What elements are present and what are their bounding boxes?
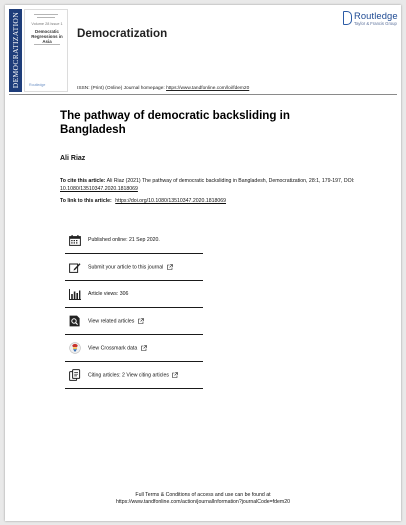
- article-doi-link[interactable]: https://doi.org/10.1080/13510347.2020.1818069: [115, 198, 227, 204]
- citation-block: [60, 177, 360, 193]
- citation-doi-link[interactable]: 10.1080/13510347.2020.1818069: [60, 186, 138, 192]
- logo-name: Routledge: [354, 10, 398, 21]
- citation-label: To cite this article:: [60, 178, 106, 184]
- journal-title: Democratization: [77, 27, 168, 40]
- footer-terms-link[interactable]: https://www.tandfonline.com/action/journalInformation?journalCode=fdem20: [115, 499, 291, 505]
- info-row-published: [65, 227, 203, 254]
- link-label: To link to this article:: [60, 198, 112, 204]
- pdf-page: [5, 5, 401, 521]
- logo-tagline: Taylor & Francis Group: [354, 21, 397, 26]
- external-link-icon: [138, 318, 144, 324]
- crossmark-icon: [67, 341, 83, 355]
- footer-line-1: Full Terms & Conditions of access and use can be found at: [135, 492, 271, 498]
- article-title: The pathway of democratic backsliding in Bangladesh: [60, 109, 290, 136]
- header-divider: [9, 94, 397, 95]
- info-row-text: View Crossmark data: [88, 345, 147, 351]
- routledge-logo: [343, 9, 399, 29]
- issn-label: ISSN: (Print) (Online) Journal homepage:: [77, 86, 165, 91]
- cover-publisher: Routledge: [29, 83, 46, 87]
- info-row-text: View related articles: [88, 318, 144, 324]
- info-row-citing-articles[interactable]: [65, 362, 203, 389]
- info-row-related-articles[interactable]: [65, 308, 203, 335]
- article-info-list: [65, 227, 203, 389]
- routledge-mark-icon: [343, 11, 352, 25]
- info-row-text: Article views: 306: [88, 291, 129, 297]
- journal-spine: [9, 9, 22, 92]
- search-doc-icon: [67, 314, 83, 328]
- external-link-icon: [141, 345, 147, 351]
- info-row-text: Published online: 21 Sep 2020.: [88, 237, 160, 243]
- cover-name: Democratic Regressions in Asia: [31, 29, 63, 44]
- journal-cover-thumbnail[interactable]: [24, 9, 68, 92]
- spine-text: DEMOCRATIZATION: [11, 12, 20, 89]
- info-row-article-views: [65, 281, 203, 308]
- info-row-submit-article[interactable]: [65, 254, 203, 281]
- info-row-text: Citing articles: 2 View citing articles: [88, 372, 178, 378]
- link-to-article: [60, 198, 226, 204]
- calendar-icon: [67, 233, 83, 247]
- citation-text: Ali Riaz (2021) The pathway of democratic backsliding in Bangladesh, Democratization, 28:1, 179-197, DOI:: [106, 178, 355, 184]
- info-row-crossmark[interactable]: [65, 335, 203, 362]
- info-row-text: Submit your article to this journal: [88, 264, 173, 270]
- external-link-icon: [167, 264, 173, 270]
- terms-footer: [5, 492, 401, 506]
- edit-icon: [67, 260, 83, 274]
- bar-chart-icon: [67, 287, 83, 301]
- external-link-icon: [172, 372, 178, 378]
- cover-subtitle: Volume 28 Issue 1: [31, 22, 63, 26]
- citing-articles-icon: [67, 368, 83, 382]
- article-author: Ali Riaz: [60, 155, 86, 162]
- issn-line: [77, 86, 249, 91]
- journal-header: [5, 5, 401, 95]
- journal-homepage-link[interactable]: https://www.tandfonline.com/loi/fdem20: [166, 86, 250, 91]
